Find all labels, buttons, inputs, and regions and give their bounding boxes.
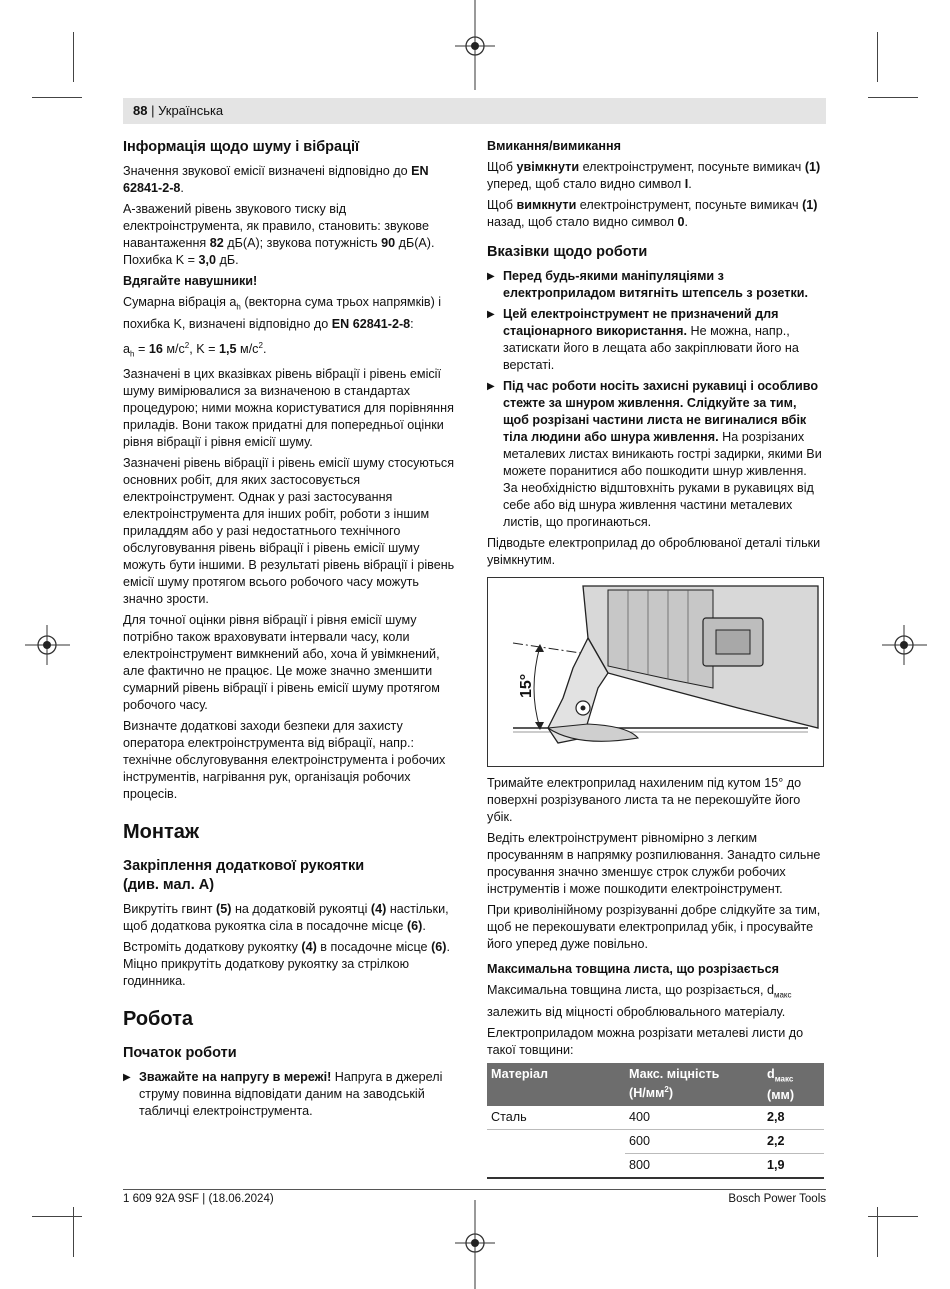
crop-mark <box>877 1207 878 1257</box>
table-cell-strength: 800 <box>625 1154 763 1179</box>
table-header-row <box>487 1063 824 1107</box>
handle-paragraph-1: Викрутіть гвинт (5) на додатковій рукоятці (4) настільки, щоб додаткова рукоятка сіла в посадочне місце (6). <box>123 902 449 934</box>
crop-mark <box>868 1216 918 1217</box>
guide-paragraph: Підводьте електроприлад до оброблюваної деталі тільки увімкнутим. <box>487 536 821 567</box>
table-cell-material <box>487 1154 625 1179</box>
crop-mark <box>32 97 82 98</box>
table-cell-strength: 400 <box>625 1106 763 1130</box>
table-cell-dmax: 1,9 <box>763 1154 824 1179</box>
document-code: 1 609 92A 9SF | (18.06.2024) <box>123 1193 274 1205</box>
handle-heading: Закріплення додаткової рукоятки (див. мал. A) <box>123 858 365 894</box>
noise-values-paragraph: А-зважений рівень звукового тиску від електроінструмента, як правило, становить: звукове навантаження 82 дБ(A); звукова потужність 90 дБ(A). Похибка K = 3,0 дБ. <box>123 202 435 267</box>
table-row <box>487 1130 824 1154</box>
noise-paragraph: Значення звукової емісії визначені відповідно до EN 62841-2-8. <box>123 164 429 195</box>
angle-label: 15° <box>518 673 535 698</box>
ear-protection-warning: Вдягайте навушники! <box>123 274 258 288</box>
table-cell-material: Сталь <box>487 1106 625 1130</box>
table-header-strength: Макс. міцність $(Н/мм^2)$ <box>625 1063 763 1107</box>
switch-off-paragraph: Щоб вимкнути електроінструмент, посуньте вимикач (1) назад, щоб стало видно символ 0. <box>487 198 818 229</box>
table-cell-dmax: 2,2 <box>763 1130 824 1154</box>
left-column <box>123 138 458 1124</box>
vibration-paragraph: Сумарна вібрація $a_h$ (векторна сума трьох напрямків) і похибка K, визначені відповідно до EN 62841-2-8: <box>123 295 442 331</box>
table-row <box>487 1154 824 1179</box>
crop-mark <box>868 97 918 98</box>
crop-mark <box>32 1216 82 1217</box>
start-bullet: ▶ Зважайте на напругу в мережі! Напруга в джерелі струму повинна відповідати даним на заводській табличці електроінструмента. <box>123 1069 458 1120</box>
tip-bullet-1: ▶ Перед будь-якими маніпуляціями з електроприладом витягніть штепсель з розетки. <box>487 268 822 302</box>
handle-paragraph-2: Встроміть додаткову рукоятку (4) в посадочне місце (6). Міцно прикрутіть додаткову рукоятку за стрілкою годинника. <box>123 940 450 989</box>
page-number: 88 <box>133 103 148 118</box>
crop-mark <box>73 1207 74 1257</box>
page-header: 88 | Українська <box>123 98 826 124</box>
tip-bullet-2: ▶ Цей електроінструмент не призначений для стаціонарного використання. Не можна, напр., затискати його в лещата або закріплювати його на верстаті. <box>487 306 822 374</box>
table-header-material: Матеріал <box>487 1063 625 1107</box>
vibration-paragraph-5: Визначте додаткові заходи безпеки для захисту оператора електроінструмента від вібрації, напр.: технічне обслуговування електроінструмента і робочих інструментів, нагрівання рук, організація робочих процесів. <box>123 719 446 802</box>
tips-heading: Вказівки щодо роботи <box>487 244 648 260</box>
table-row <box>487 1106 824 1130</box>
vibration-paragraph-2: Зазначені в цих вказівках рівень вібрації і рівень емісії шуму вимірювалися за визначеною в стандартах процедурою; ними можна користуватися для порівняння приладів. Вони також придатні для попередньої оцінки рівня вібрації і рівня емісії шуму. <box>123 367 454 450</box>
tip-bullet-3: ▶ Під час роботи носіть захисні рукавиці і особливо стежте за шнуром живлення. Слідкуйте за тим, щоб розрізані частини листа не вигиналися вбік тіла людини або шнура живлення. На розрізаних металевих листах виникають гострі задирки, якими Ви можете поранитися або пошкодити шнур живлення. За необхідністю відштовхніть руками в рукавицях від себе або від шнура живлення частини металевих листів, що прогинаються. <box>487 378 822 531</box>
table-cell-dmax: 2,8 <box>763 1106 824 1130</box>
nibbler-illustration <box>488 578 823 766</box>
crop-mark <box>73 32 74 82</box>
table-header-dmax: $d_{макс}$ (мм) <box>763 1063 824 1107</box>
page-footer <box>123 1189 826 1205</box>
table-cell-strength: 600 <box>625 1130 763 1154</box>
noise-heading: Інформація щодо шуму і вібрації <box>123 139 360 155</box>
work-heading: Робота <box>123 1008 194 1031</box>
curve-paragraph: При криволінійному розрізуванні добре слідкуйте за тим, щоб не перекошувати електроприлад убік, і просувайте його уперед дуже повільно. <box>487 903 821 951</box>
registration-mark-icon <box>882 625 927 665</box>
switch-on-paragraph: Щоб увімкнути електроінструмент, посуньте вимикач (1) уперед, щоб стало видно символ I. <box>487 160 821 191</box>
thickness-table <box>487 1063 824 1180</box>
section-language: Українська <box>158 103 224 118</box>
max-thickness-paragraph-2: Електроприладом можна розрізати металеві листи до такої товщини: <box>487 1025 804 1057</box>
onoff-heading: Вмикання/вимикання <box>487 139 621 153</box>
registration-mark-icon <box>455 0 495 90</box>
registration-mark-icon <box>25 625 70 665</box>
mount-heading: Монтаж <box>123 821 200 844</box>
crop-mark <box>877 32 878 82</box>
feed-paragraph: Ведіть електроінструмент рівномірно з легким просуванням в напрямку розпилювання. Занадто сильне просування значно зменшує строк служби робочих інструментів і може пошкодити електроінструмент. <box>487 831 821 896</box>
brand-name: Bosch Power Tools <box>728 1193 826 1205</box>
cutting-angle-figure <box>487 577 824 767</box>
max-thickness-heading: Максимальна товщина листа, що розрізається <box>487 962 780 976</box>
max-thickness-paragraph: Максимальна товщина листа, що розрізається, $d_{макс}$ залежить від міцності оброблювального матеріалу. <box>487 983 792 1019</box>
angle-paragraph: Тримайте електроприлад нахиленим під кутом 15° до поверхні розрізуваного листа та не перекошуйте його убік. <box>487 776 802 824</box>
start-heading: Початок роботи <box>123 1045 237 1062</box>
vibration-paragraph-4: Для точної оцінки рівня вібрації і рівня емісії шуму потрібно також враховувати інтервали часу, коли електроінструмент вимкнений або, хоча й увімкнений, але фактично не працює. Це може значно зменшити сумарний рівень вібрації і рівень емісії шуму протягом робочого часу. <box>123 613 440 713</box>
vibration-paragraph-3: Зазначені рівень вібрації і рівень емісії шуму стосуються основних робіт, для яких застосовується електроінструмент. Однак у разі застосування електроінструмента для інших робіт, роботи з іншим приладдям або у разі недостатнього технічного обслуговування рівень вібрації і рівень емісії шуму можуть бути іншими. В результаті рівень вібрації і рівень емісії шуму протягом всього робочого часу можуть значно зрости. <box>123 456 455 607</box>
table-cell-material <box>487 1130 625 1154</box>
vibration-formula: $a_h = 16$ $м/с^2$, K = 1,5 $м/с^2$. <box>123 340 267 359</box>
right-column <box>487 138 822 1179</box>
registration-mark-icon <box>455 1200 495 1289</box>
